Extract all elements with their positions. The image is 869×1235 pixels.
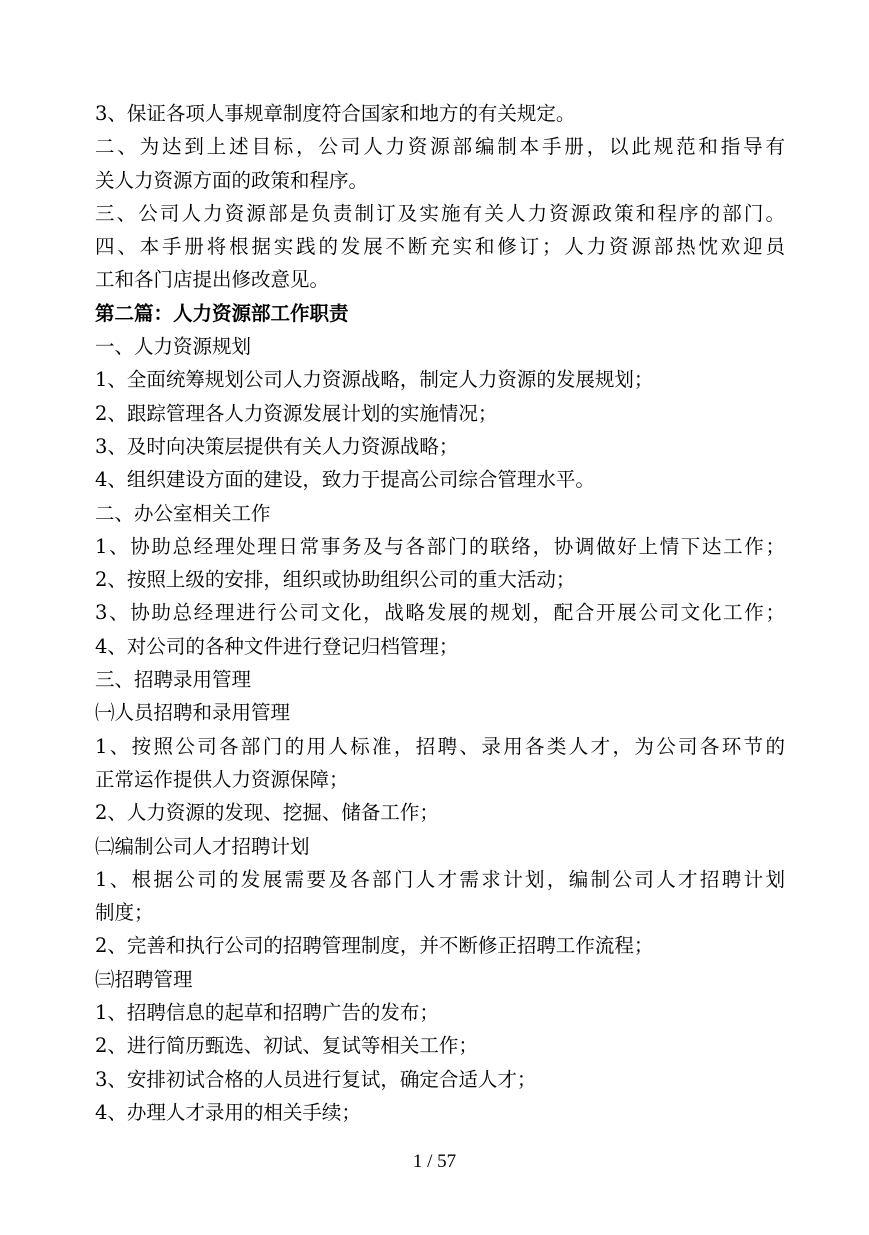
text-line: 3、保证各项人事规章制度符合国家和地方的有关规定。 xyxy=(95,102,576,125)
text-line: 1、根据公司的发展需要及各部门人才需求计划，编制公司人才招聘计划 xyxy=(95,867,785,891)
text-line: 正常运作提供人力资源保障； xyxy=(95,767,349,791)
text-line: ㈠人员招聘和录用管理 xyxy=(95,701,291,725)
text-line: 2、跟踪管理各人力资源发展计划的实施情况； xyxy=(95,401,498,425)
text-line: 四、本手册将根据实践的发展不断充实和修订；人力资源部热忱欢迎员 xyxy=(95,235,785,259)
text-line: 二、办公室相关工作 xyxy=(95,501,271,525)
text-line: 工和各门店提出修改意见。 xyxy=(95,268,330,292)
text-line: 3、协助总经理进行公司文化，战略发展的规划，配合开展公司文化工作； xyxy=(95,601,785,625)
text-line: 2、完善和执行公司的招聘管理制度，并不断修正招聘工作流程； xyxy=(95,934,654,958)
text-line: ㈢招聘管理 xyxy=(95,967,193,991)
text-line: 3、及时向决策层提供有关人力资源战略； xyxy=(95,434,459,458)
text-line: 三、公司人力资源部是负责制订及实施有关人力资源政策和程序的部门。 xyxy=(95,201,785,225)
text-line: 2、按照上级的安排，组织或协助组织公司的重大活动； xyxy=(95,568,576,592)
text-line: 1、招聘信息的起草和招聘广告的发布； xyxy=(95,1001,439,1025)
text-line: 制度； xyxy=(95,901,154,925)
text-line: ㈡编制公司人才招聘计划 xyxy=(95,834,310,858)
text-line: 2、人力资源的发现、挖掘、储备工作； xyxy=(95,801,439,825)
text-line: 4、组织建设方面的建设，致力于提高公司综合管理水平。 xyxy=(95,468,595,492)
text-line: 一、人力资源规划 xyxy=(95,335,252,359)
text-line: 1、协助总经理处理日常事务及与各部门的联络，协调做好上情下达工作； xyxy=(95,534,785,558)
text-line: 关人力资源方面的政策和程序。 xyxy=(95,168,369,192)
text-line: 1、全面统筹规划公司人力资源战略，制定人力资源的发展规划； xyxy=(95,368,654,392)
section-heading: 第二篇：人力资源部工作职责 xyxy=(95,301,349,325)
text-line: 4、办理人才录用的相关手续； xyxy=(95,1100,361,1124)
text-line: 2、进行简历甄选、初试、复试等相关工作； xyxy=(95,1034,478,1058)
text-line: 二、为达到上述目标，公司人力资源部编制本手册，以此规范和指导有 xyxy=(95,135,785,159)
text-line: 4、对公司的各种文件进行登记归档管理； xyxy=(95,634,459,658)
text-line: 1、按照公司各部门的用人标准，招聘、录用各类人才，为公司各环节的 xyxy=(95,734,785,758)
text-line: 三、招聘录用管理 xyxy=(95,668,252,692)
page-number: 1 / 57 xyxy=(412,1151,457,1172)
text-line: 3、安排初试合格的人员进行复试，确定合适人才； xyxy=(95,1067,537,1091)
document-body xyxy=(95,97,785,1129)
